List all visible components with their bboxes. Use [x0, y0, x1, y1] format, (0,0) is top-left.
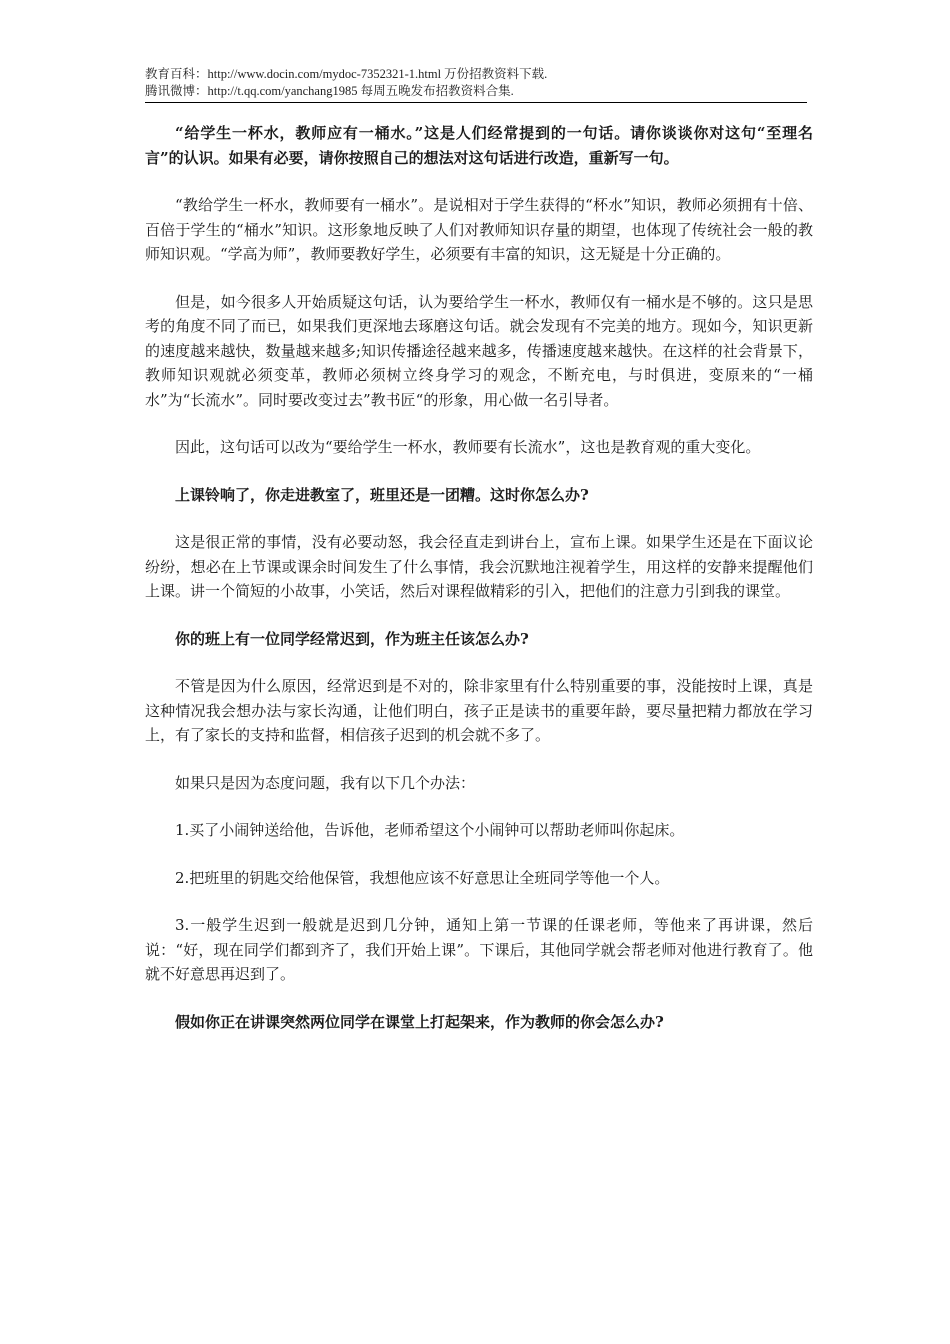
- list-item: 1.买了小闹钟送给他，告诉他，老师希望这个小闹钟可以帮助老师叫你起床。: [175, 821, 685, 839]
- answer-paragraph: 这是很正常的事情，没有必要动怒，我会径直走到讲台上，宣布上课。如果学生还是在下面议论纷纷，想必在上节课或课余时间发生了什么事情，我会沉默地注视着学生，用这样的安静来提醒他们上课。讲一个简短的小故事，小笑话，然后对课程做精彩的引入，把他们的注意力引到我的课堂。: [145, 533, 813, 600]
- answer-paragraph: 不管是因为什么原因，经常迟到是不对的，除非家里有什么特别重要的事，没能按时上课，真是这种情况我会想办法与家长沟通，让他们明白，孩子正是读书的重要年龄，要尽量把精力都放在学习上，有了家长的支持和监督，相信孩子迟到的机会就不多了。: [145, 677, 813, 744]
- answer-paragraph: 如果只是因为态度问题，我有以下几个办法：: [175, 773, 476, 792]
- header-line-weibo: 腾讯微博：http://t.qq.com/yanchang1985 每周五晚发布招教资料合集.: [145, 84, 514, 98]
- answer-paragraph: 因此，这句话可以改为“要给学生一杯水，教师要有长流水”，这也是教育观的重大变化。: [175, 438, 761, 456]
- answer-paragraph: “教给学生一杯水，教师要有一桶水”。是说相对于学生获得的“杯水”知识，教师必须拥有十倍、百倍于学生的“桶水”知识。这形象地反映了人们对教师知识存量的期望，也体现了传统社会一般的教师知识观。“学高为师”，教师要教好学生，必须要有丰富的知识，这无疑是十分正确的。: [145, 196, 813, 263]
- question-heading: 上课铃响了，你走进教室了，班里还是一团糟。这时你怎么办?: [175, 485, 589, 504]
- list-item: 2.把班里的钥匙交给他保管，我想他应该不好意思让全班同学等他一个人。: [175, 868, 670, 887]
- page-header: [145, 66, 807, 103]
- list-item: 3.一般学生迟到一般就是迟到几分钟，通知上第一节课的任课老师，等他来了再讲课，然后说：“好，现在同学们都到齐了，我们开始上课”。下课后，其他同学就会帮老师对他进行教育了。他就不好意思再迟到了。: [145, 916, 813, 983]
- question-heading: 假如你正在讲课突然两位同学在课堂上打起架来，作为教师的你会怎么办?: [175, 1012, 664, 1031]
- answer-paragraph: 但是，如今很多人开始质疑这句话，认为要给学生一杯水，教师仅有一桶水是不够的。这只是思考的角度不同了而已，如果我们更深地去琢磨这句话。就会发现有不完美的地方。现如今，知识更新的速度越来越快，数量越来越多;知识传播途径越来越多，传播速度越来越快。在这样的社会背景下，教师知识观就必须变革，教师必须树立终身学习的观念，不断充电，与时俱进，变原来的“一桶水”为“长流水”。同时要改变过去”教书匠“的形象，用心做一名引导者。: [145, 292, 813, 409]
- question-heading: “给学生一杯水，教师应有一桶水。”这是人们经常提到的一句话。请你谈谈你对这句“至理名言”的认识。如果有必要，请你按照自己的想法对这句话进行改造，重新写一句。: [145, 124, 813, 167]
- header-line-docin: 教育百科：http://www.docin.com/mydoc-7352321-1.html 万份招教资料下载.: [145, 67, 548, 81]
- document-body: [145, 121, 813, 1057]
- question-heading: 你的班上有一位同学经常迟到，作为班主任该怎么办?: [175, 629, 529, 648]
